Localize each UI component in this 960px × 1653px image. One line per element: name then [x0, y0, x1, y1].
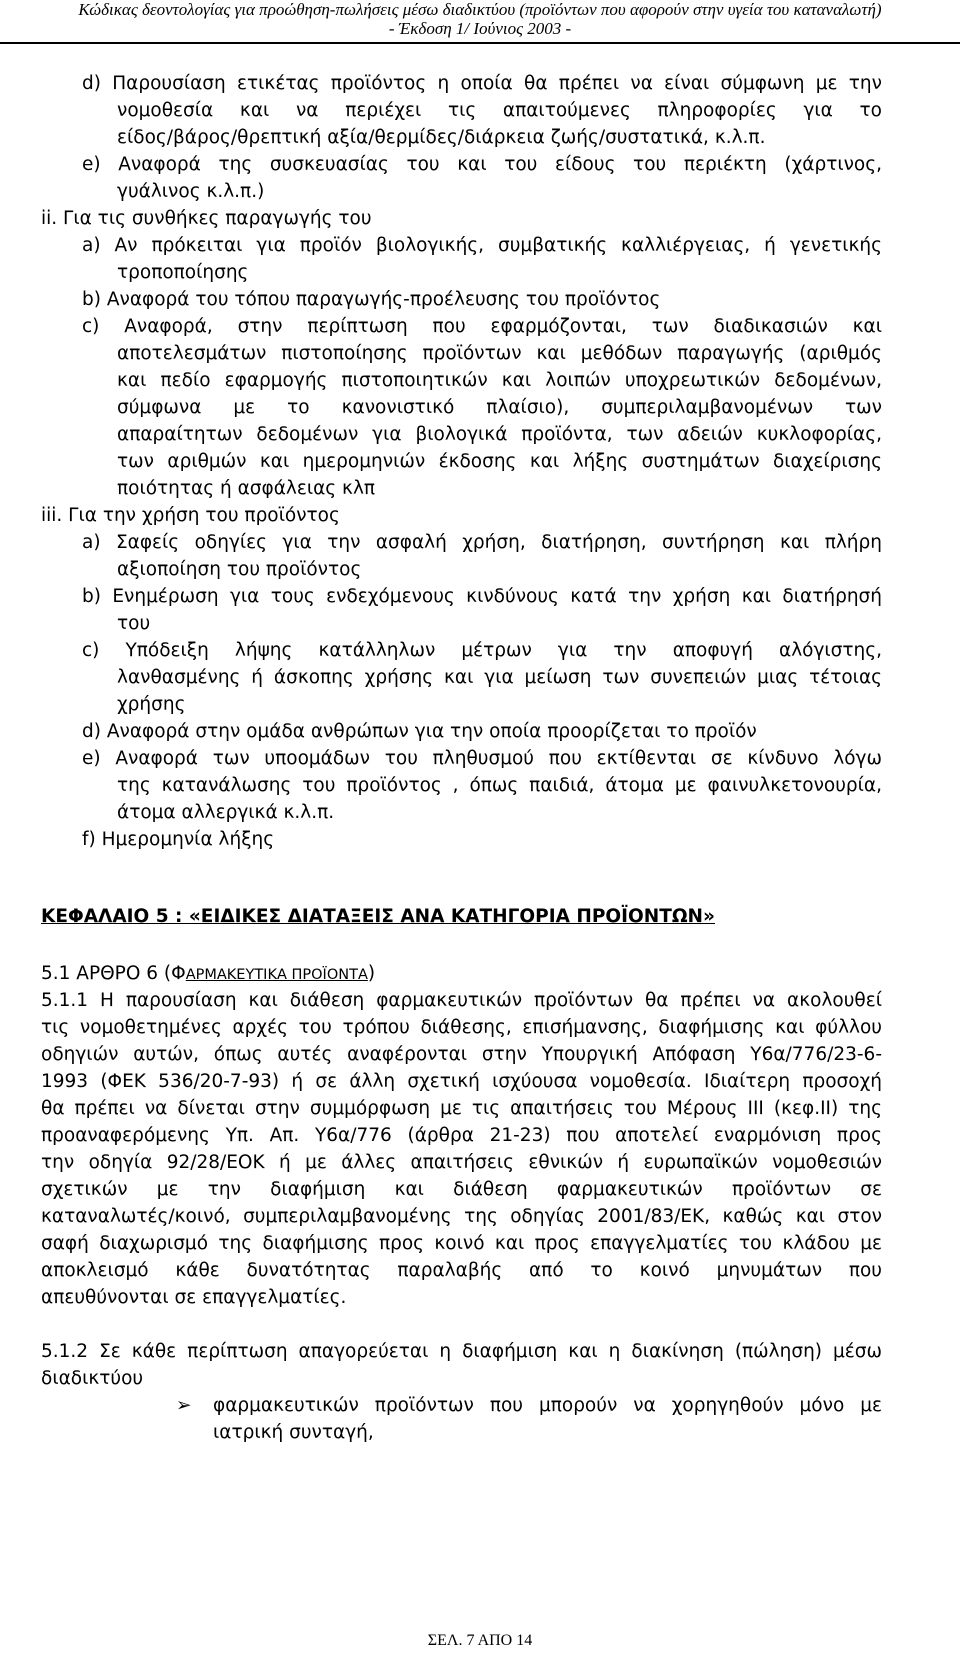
page-number: ΣΕΛ. 7 ΑΠΟ 14	[427, 1632, 533, 1649]
page-header	[0, 0, 960, 38]
list-item-continuation: άτομα αλλεργικά κ.λ.π.	[117, 802, 335, 823]
paragraph-line: οδηγιών αυτών, όπως αυτές αναφέρονται στην Υπουργική Απόφαση Υ6α/776/23-6-	[41, 1044, 882, 1065]
bullet-item: φαρμακευτικών προϊόντων που μπορούν να χορηγηθούν μόνο με	[213, 1395, 882, 1416]
section-ii-heading: ii. Για τις συνθήκες παραγωγής του	[41, 208, 372, 229]
list-item-b-origin: b) Αναφορά του τόπου παραγωγής-προέλευσης του προϊόντος	[82, 289, 661, 310]
paragraph-5-1-2: 5.1.2 Σε κάθε περίπτωση απαγορεύεται η διαφήμιση και η διακίνηση (πώληση) μέσω	[41, 1341, 882, 1362]
list-item-continuation: και πεδίο εφαρμογής πιστοποιητικών και λοιπών υποχρεωτικών δεδομένων,	[117, 370, 882, 391]
list-item-b-risks: b) Ενημέρωση για τους ενδεχόμενους κινδύνους κατά την χρήση και διατήρησή	[82, 586, 882, 607]
list-item-continuation: των αριθμών και ημερομηνιών έκδοσης και λήξης συστημάτων διαχείρισης	[117, 451, 882, 472]
list-item-c-certification: c) Αναφορά, στην περίπτωση που εφαρμόζονται, των διαδικασιών και	[82, 316, 882, 337]
list-item-continuation: χρήσης	[117, 694, 186, 715]
list-item-continuation: τροποποίησης	[117, 262, 249, 283]
list-item-c-measures: c) Υπόδειξη λήψης κατάλληλων μέτρων για την αποφυγή αλόγιστης,	[82, 640, 882, 661]
chapter-heading: ΚΕΦΑΛΑΙΟ 5 : «ΕΙΔΙΚΕΣ ΔΙΑΤΑΞΕΙΣ ΑΝΑ ΚΑΤΗΓΟΡΙΑ ΠΡΟΪΟΝΤΩΝ»	[41, 906, 715, 927]
paragraph-line: καταναλωτές/κοινό, συμπεριλαμβανομένης της οδηγίας 2001/83/ΕΚ, καθώς και στον	[41, 1206, 882, 1227]
paragraph-line: σχετικών με την διαφήμιση και διάθεση φαρμακευτικών προϊόντων σε	[41, 1179, 882, 1200]
section-iii-heading: iii. Για την χρήση του προϊόντος	[41, 505, 340, 526]
list-item-continuation: ποιότητας ή ασφάλειας κλπ	[117, 478, 376, 499]
list-item-d-target-group: d) Αναφορά στην ομάδα ανθρώπων για την οποία προορίζεται το προϊόν	[82, 721, 757, 742]
paragraph-line: απευθύνονται σε επαγγελματίες.	[41, 1287, 347, 1308]
paragraph-line: διαδικτύου	[41, 1368, 144, 1389]
list-item-continuation: της κατανάλωσης του προϊόντος , όπως παιδιά, άτομα με φαινυλκετονουρία,	[117, 775, 882, 796]
paragraph-line: σαφή διαχωρισμό της διαφήμισης προς κοινό και προς επαγγελματίες του κλάδου με	[41, 1233, 882, 1254]
list-item-continuation: απαραίτητων δεδομένων για βιολογικά προϊόντα, των αδειών κυκλοφορίας,	[117, 424, 882, 445]
bullet-arrow-icon: ➢	[176, 1395, 192, 1416]
paragraph-line: θα πρέπει να δίνεται στην συμμόρφωση με τις απαιτήσεις του Μέρους ΙΙΙ (κεφ.ΙΙ) της	[41, 1098, 882, 1119]
list-item-a-cultivation: a) Αν πρόκειται για προϊόν βιολογικής, συμβατικής καλλιέργειας, ή γενετικής	[82, 235, 882, 256]
article-heading	[41, 963, 375, 984]
list-item-continuation: λανθασμένης ή άσκοπης χρήσης και για μείωση των συνεπειών μιας τέτοιας	[117, 667, 882, 688]
header-divider	[0, 42, 960, 44]
list-item-continuation: σύμφωνα με το κανονιστικό πλαίσιο), συμπεριλαμβανομένων των	[117, 397, 882, 418]
list-item-continuation: αξιοποίηση του προϊόντος	[117, 559, 362, 580]
article-heading-suffix: )	[367, 963, 376, 984]
article-heading-prefix: 5.1 ΑΡΘΡΟ 6 (Φ	[41, 963, 186, 984]
list-item-continuation: είδος/βάρος/θρεπτική αξία/θερμίδες/διάρκεια ζωής/συστατικά, κ.λ.π.	[117, 127, 766, 148]
header-edition: - Έκδοση 1/ Ιούνιος 2003 -	[388, 19, 572, 38]
paragraph-5-1-1: 5.1.1 Η παρουσίαση και διάθεση φαρμακευτικών προϊόντων θα πρέπει να ακολουθεί	[41, 990, 882, 1011]
paragraph-line: προαναφερόμενης Υπ. Απ. Υ6α/776 (άρθρα 21-23) που αποτελεί εναρμόνιση προς	[41, 1125, 882, 1146]
article-heading-smallcaps: ΑΡΜΑΚΕΥΤΙΚΑ ΠΡΟΪΟΝΤΑ	[185, 967, 368, 983]
list-item-d-label: d) Παρουσίαση ετικέτας προϊόντος η οποία θα πρέπει να είναι σύμφωνη με την	[82, 73, 882, 94]
list-item-continuation: γυάλινος κ.λ.π.)	[117, 181, 265, 202]
list-item-f-expiry: f) Ημερομηνία λήξης	[82, 829, 275, 850]
paragraph-line: τις νομοθετημένες αρχές του τρόπου διάθεσης, επισήμανσης, διαφήμισης και φύλλου	[41, 1017, 882, 1038]
list-item-continuation: νομοθεσία και να περιέχει τις απαιτούμενες πληροφορίες για το	[117, 100, 882, 121]
list-item-e-subgroups: e) Αναφορά των υποομάδων του πληθυσμού που εκτίθενται σε κίνδυνο λόγω	[82, 748, 882, 769]
list-item-a-instructions: a) Σαφείς οδηγίες για την ασφαλή χρήση, διατήρηση, συντήρηση και πλήρη	[82, 532, 882, 553]
paragraph-line: την οδηγία 92/28/ΕΟΚ ή με άλλες απαιτήσεις εθνικών ή ευρωπαϊκών νομοθεσιών	[41, 1152, 882, 1173]
list-item-continuation: του	[117, 613, 151, 634]
paragraph-line: αποκλεισμό κάθε δυνατότητας παραλαβής από το κοινό μηνυμάτων που	[41, 1260, 882, 1281]
paragraph-line: 1993 (ΦΕΚ 536/20-7-93) ή σε άλλη σχετική ισχύουσα νομοθεσία. Ιδιαίτερη προσοχή	[41, 1071, 882, 1092]
list-item-e-packaging: e) Αναφορά της συσκευασίας του και του είδους του περιέκτη (χάρτινος,	[82, 154, 882, 175]
header-title: Κώδικας δεοντολογίας για προώθηση-πωλήσεις μέσω διαδικτύου (προϊόντων που αφορούν στην υγεία του καταναλωτή)	[78, 0, 882, 19]
bullet-item-continuation: ιατρική συνταγή,	[213, 1422, 374, 1443]
list-item-continuation: αποτελεσμάτων πιστοποίησης προϊόντων και μεθόδων παραγωγής (αριθμός	[117, 343, 882, 364]
